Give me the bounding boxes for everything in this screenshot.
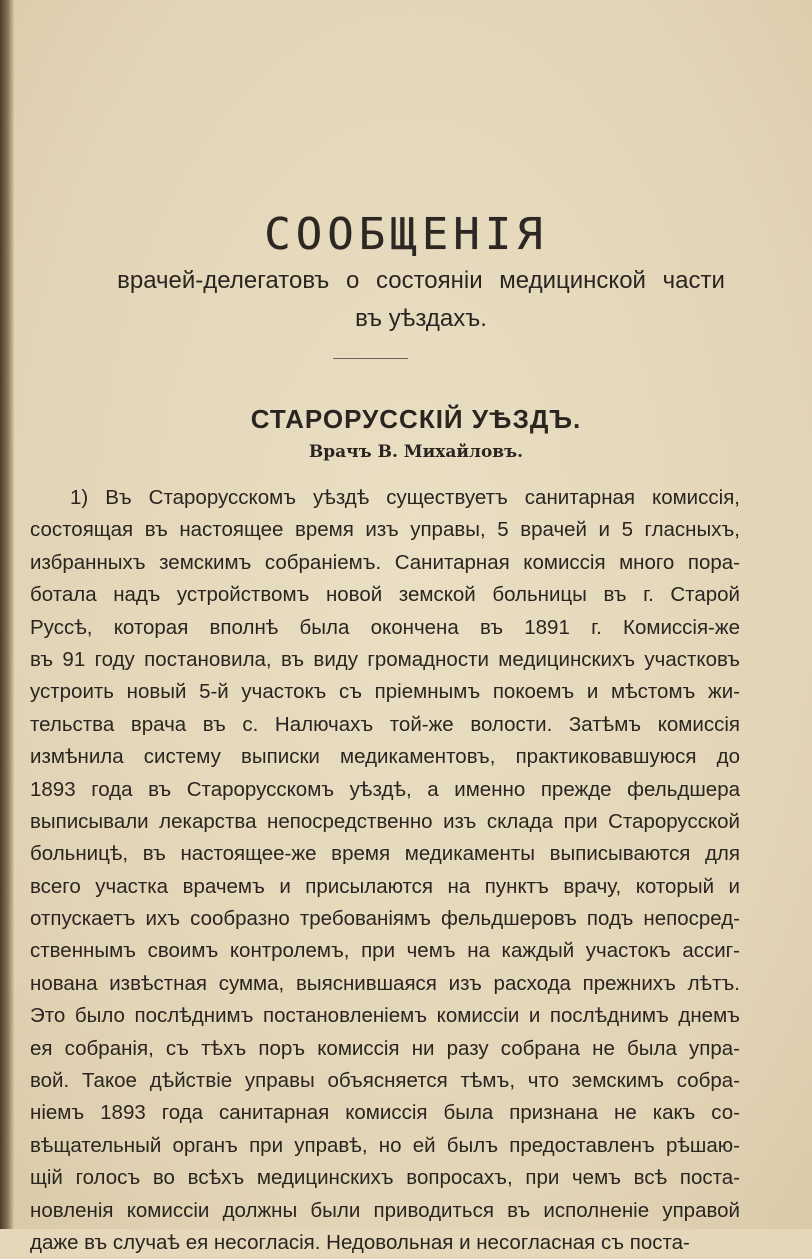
- text-line: 1) Въ Старорусскомъ уѣздѣ существуетъ санитарная комиссія,: [70, 486, 740, 509]
- text-line: выписывали лекарства непосредственно изъ склада при Старорусской: [30, 809, 740, 833]
- section-divider: [333, 358, 408, 359]
- book-binding-edge: [0, 0, 14, 1229]
- text-line: Руссѣ, которая вполнѣ была окончена въ 1891 г. Комиссія-же: [30, 615, 740, 639]
- document-subtitle: [0, 262, 812, 338]
- text-line: ея собранія, съ тѣхъ поръ комиссія ни разу собрана не была упра-: [30, 1036, 740, 1060]
- text-line: новленія комиссіи должны были приводиться въ исполненіе управой: [30, 1198, 740, 1222]
- text-line: вѣщательный органъ при управѣ, но ей былъ предоставленъ рѣшаю-: [30, 1133, 740, 1157]
- text-line: ботала надъ устройствомъ новой земской больницы въ г. Старой: [30, 583, 740, 607]
- text-line: измѣнила систему выписки медикаментовъ, практиковавшуюся до: [30, 745, 740, 769]
- text-line: Это было послѣднимъ постановленіемъ комиссіи и послѣднимъ днемъ: [30, 1004, 740, 1028]
- text-line: избранныхъ земскимъ собраніемъ. Санитарная комиссія много пора-: [30, 550, 740, 574]
- text-line: больницѣ, въ настоящее-же время медикаменты выписываются для: [30, 842, 740, 866]
- text-line: ственнымъ своимъ контролемъ, при чемъ на каждый участокъ ассиг-: [30, 939, 740, 963]
- subtitle-line-2: въ уѣздахъ.: [355, 305, 487, 332]
- district-heading: СТАРОРУССКІЙ УѢЗДЪ.: [250, 403, 582, 434]
- text-line: нована извѣстная сумма, выяснившаяся изъ расхода прежнихъ лѣтъ.: [30, 971, 740, 995]
- text-line: 1893 года въ Старорусскомъ уѣздѣ, а именно прежде фельдшера: [30, 777, 740, 801]
- subtitle-line-1: врачей-делегатовъ о состояніи медицинской части: [117, 267, 725, 294]
- author-line: Врачъ В. Михайловъ.: [308, 442, 524, 462]
- text-line: вой. Такое дѣйствіе управы объясняется тѣмъ, что земскимъ собра-: [30, 1069, 740, 1093]
- text-line: отпускаетъ ихъ сообразно требованіямъ фельдшеровъ подъ непосред-: [30, 907, 740, 931]
- text-line: въ 91 году постановила, въ виду громадности медицинскихъ участковъ: [30, 647, 740, 671]
- text-line: щій голосъ во всѣхъ медицинскихъ вопросахъ, при чемъ всѣ поста-: [30, 1166, 740, 1190]
- text-line: тельства врача въ с. Налючахъ той-же волости. Затѣмъ комиссія: [30, 712, 740, 736]
- text-line: даже въ случаѣ ея несогласія. Недовольная и несогласная съ поста-: [30, 1230, 690, 1254]
- text-line: ніемъ 1893 года санитарная комиссія была признана не какъ со-: [30, 1101, 740, 1125]
- text-line: устроить новый 5-й участокъ съ пріемнымъ покоемъ и мѣстомъ жи-: [30, 680, 740, 704]
- document-title: СООБЩЕНІЯ: [264, 209, 548, 261]
- body-paragraph: [30, 482, 740, 1259]
- text-line: состоящая въ настоящее время изъ управы, 5 врачей и 5 гласныхъ,: [30, 518, 740, 542]
- text-line: всего участка врачемъ и присылаются на пунктъ врачу, который и: [30, 874, 740, 898]
